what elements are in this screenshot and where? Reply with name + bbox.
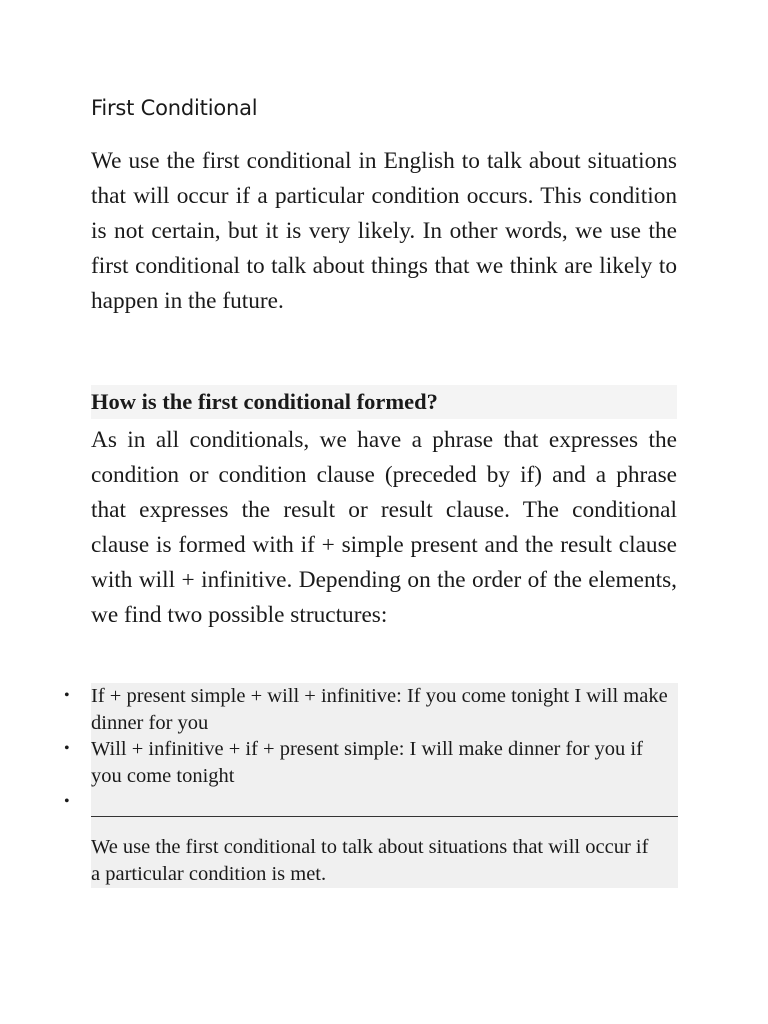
list-item <box>64 789 677 816</box>
bullet-icon: • <box>64 740 70 757</box>
bullet-icon: • <box>64 687 70 704</box>
formation-paragraph: As in all conditionals, we have a phrase that expresses the condition or condition clause (preceded by if) and a phrase that expresses the result or result clause. The conditional clause is formed with if + simple present and the result clause with will + infinitive. Depending on the order of the elements, we find two possible structures: <box>91 427 677 628</box>
bullet-icon: • <box>64 793 70 810</box>
intro-paragraph: We use the first conditional in English to talk about situations that will occur if a particular condition occurs. This condition is not certain, but it is very likely. In other words, we use the first conditional to talk about things that we think are likely to happen in the future. <box>91 148 677 314</box>
structure-text: If + present simple + will + infinitive: If you come tonight I will make dinner for you <box>91 685 668 734</box>
summary-note: We use the first conditional to talk about situations that will occur if a particular condition is met. <box>91 836 649 885</box>
formation-subheading: How is the first conditional formed? <box>91 389 438 414</box>
structure-text: Will + infinitive + if + present simple: I will make dinner for you if you come tonight <box>91 738 643 787</box>
structures-list <box>0 683 768 816</box>
list-item <box>64 736 677 789</box>
page-title: First Conditional <box>91 96 258 120</box>
divider <box>91 816 678 817</box>
list-item <box>64 683 677 736</box>
